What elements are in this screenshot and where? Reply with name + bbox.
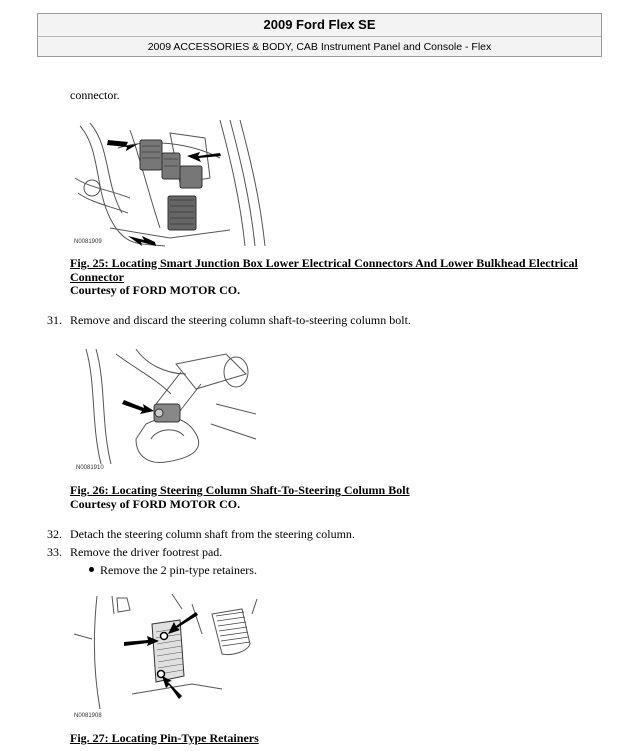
step32-text: Detach the steering column shaft from the steering column. <box>70 527 355 541</box>
fig25-id: N0081909 <box>74 239 102 245</box>
document-subtitle: 2009 ACCESSORIES & BODY, CAB Instrument Panel and Console - Flex <box>147 41 492 53</box>
bullet-text: Remove the 2 pin-type retainers. <box>100 563 257 577</box>
document-header <box>37 13 602 57</box>
fig25-caption-line1: Fig. 25: Locating Smart Junction Box Lower Electrical Connectors And Lower Bulkhead Electrical <box>70 256 578 270</box>
step31-number: 31. <box>47 313 62 327</box>
fig27-caption-line: Fig. 27: Locating Pin-Type Retainers <box>70 731 259 745</box>
step33-text: Remove the driver footrest pad. <box>70 545 223 559</box>
fig26-courtesy: Courtesy of FORD MOTOR CO. <box>70 496 241 511</box>
step31-text: Remove and discard the steering column shaft-to-steering column bolt. <box>70 313 411 327</box>
fig26-illustration <box>76 344 258 472</box>
continued-text: connector. <box>70 88 120 102</box>
fig26-caption <box>70 484 410 511</box>
fig27-caption <box>70 732 259 746</box>
fig25-caption-line2: Connector <box>70 269 124 284</box>
bullet-dot <box>89 567 94 572</box>
fig25-illustration <box>70 118 270 250</box>
fig26-caption-line: Fig. 26: Locating Steering Column Shaft-To-Steering Column Bolt <box>70 483 410 497</box>
fig25-courtesy: Courtesy of FORD MOTOR CO. <box>70 283 241 297</box>
fig26-id: N0081910 <box>76 465 104 471</box>
document-title: 2009 Ford Flex SE <box>38 14 601 37</box>
step33-number: 33. <box>47 545 62 559</box>
step32-number: 32. <box>47 527 62 541</box>
fig25-caption <box>70 257 578 298</box>
fig27-id: N0081908 <box>74 713 102 719</box>
fig27-illustration <box>72 594 262 712</box>
